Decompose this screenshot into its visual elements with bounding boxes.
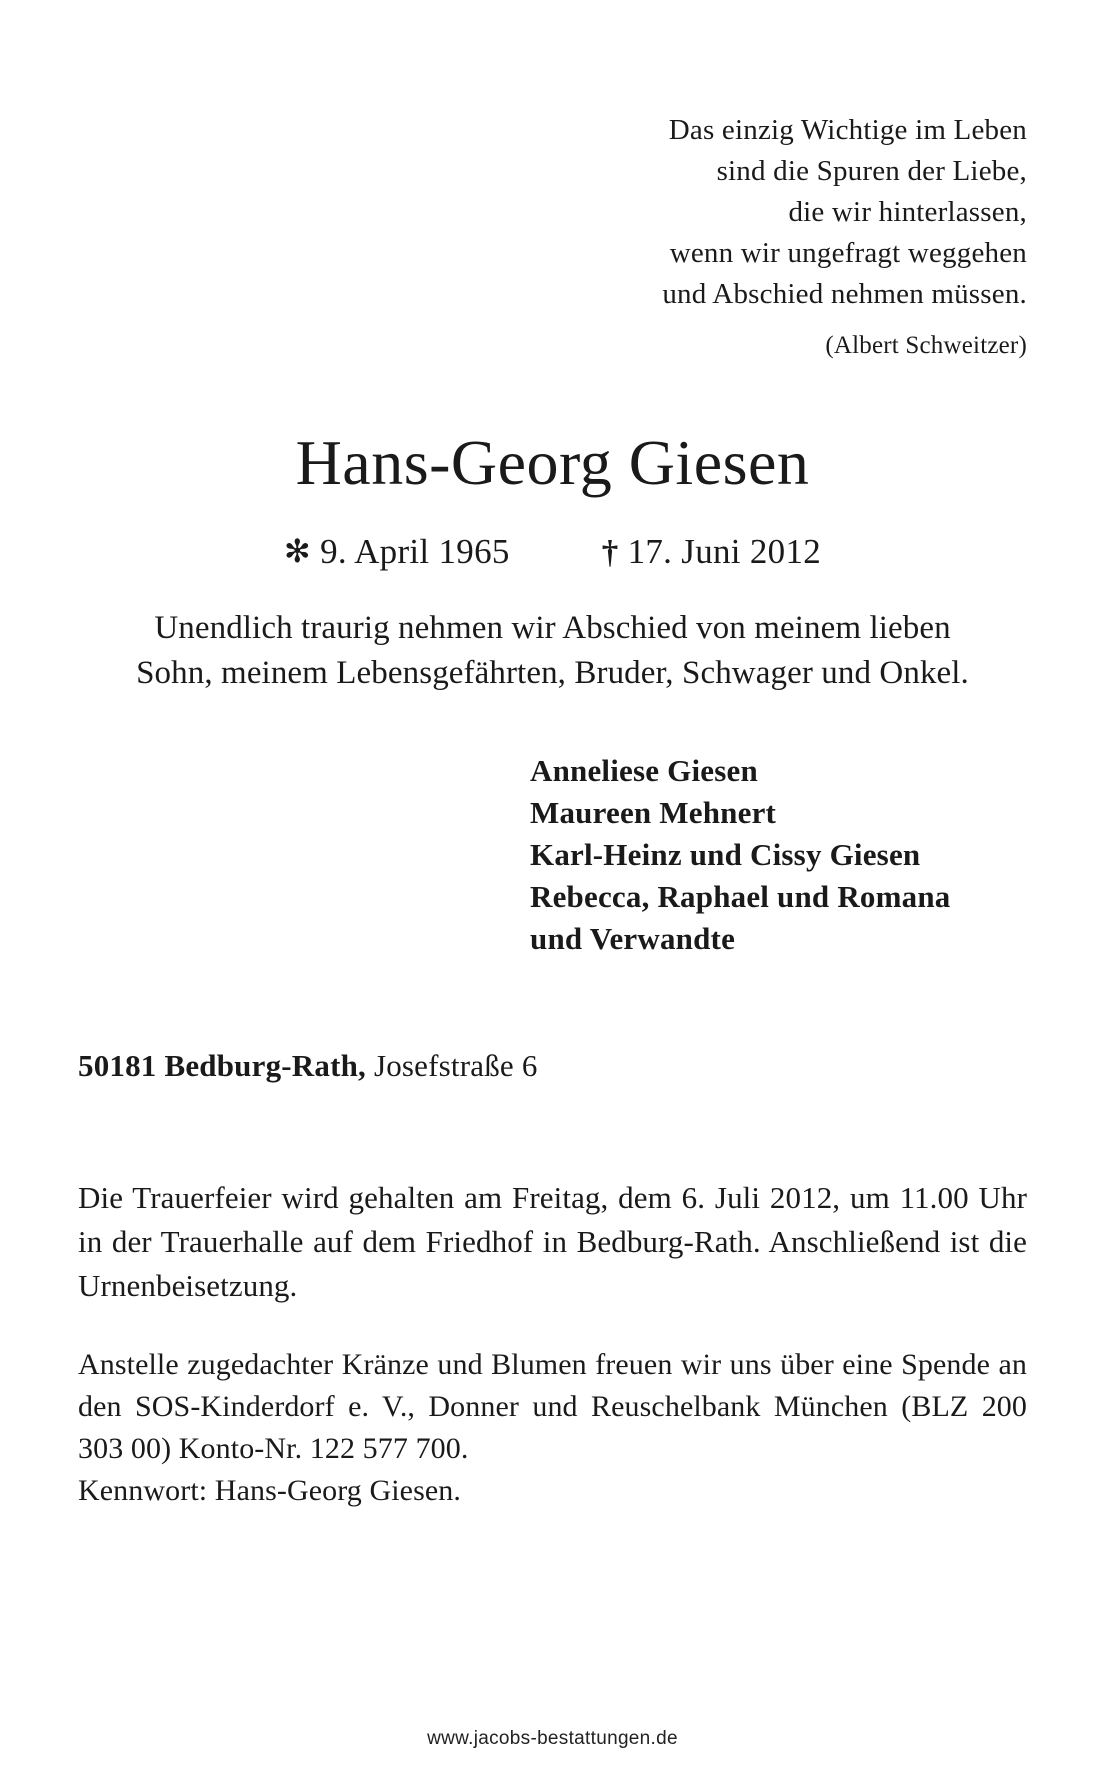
family-member-1: Anneliese Giesen bbox=[530, 753, 758, 788]
quote-line-5: und Abschied nehmen müssen. bbox=[662, 278, 1027, 310]
life-dates bbox=[78, 532, 1027, 572]
family-member-5: und Verwandte bbox=[530, 921, 736, 956]
birth-star-icon: ✻ bbox=[283, 533, 312, 569]
death-cross-icon: † bbox=[601, 535, 619, 571]
quote-line-1: Das einzig Wichtige im Leben bbox=[668, 114, 1027, 146]
footer-website: www.jacobs-bestattungen.de bbox=[427, 1728, 678, 1749]
family-list bbox=[78, 750, 1027, 960]
address-postal-city: 50181 Bedburg-Rath, bbox=[78, 1048, 366, 1083]
ceremony-text: Die Trauerfeier wird gehalten am Freitag, dem 6. Juli 2012, um 11.00 Uhr in der Trauerhalle auf dem Friedhof in Bedburg-Rath. Anschließend ist die Urnenbeisetzung. bbox=[78, 1180, 1027, 1303]
death-date bbox=[602, 532, 821, 572]
quote-line-4: wenn wir ungefragt weggehen bbox=[669, 237, 1027, 269]
intro-text bbox=[78, 606, 1027, 696]
quote-block bbox=[78, 0, 1027, 366]
birth-date bbox=[284, 532, 510, 572]
quote-line-3: die wir hinterlassen, bbox=[788, 196, 1027, 228]
death-date-text: 17. Juni 2012 bbox=[627, 532, 822, 571]
address-line bbox=[78, 1048, 1027, 1084]
deceased-name: Hans-Georg Giesen bbox=[295, 427, 810, 498]
quote-line-2: sind die Spuren der Liebe, bbox=[716, 155, 1027, 187]
donation-body: Anstelle zugedachter Kränze und Blumen freuen wir uns über eine Spende an den SOS-Kinderdorf e. V., Donner und Reuschelbank München (BLZ 200 303 00) Konto-Nr. 122 577 700. bbox=[78, 1348, 1027, 1465]
family-member-3: Karl-Heinz und Cissy Giesen bbox=[530, 837, 921, 872]
quote-author: (Albert Schweitzer) bbox=[825, 332, 1027, 359]
birth-date-text: 9. April 1965 bbox=[320, 532, 510, 571]
family-member-4: Rebecca, Raphael und Romana bbox=[530, 879, 951, 914]
donation-keyword: Kennwort: Hans-Georg Giesen. bbox=[78, 1474, 461, 1507]
donation-text bbox=[78, 1344, 1027, 1512]
intro-line-2: Sohn, meinem Lebensgefährten, Bruder, Schwager und Onkel. bbox=[136, 655, 969, 691]
address-street: Josefstraße 6 bbox=[366, 1048, 538, 1083]
intro-line-1: Unendlich traurig nehmen wir Abschied von meinem lieben bbox=[154, 610, 951, 646]
family-member-2: Maureen Mehnert bbox=[530, 795, 777, 830]
